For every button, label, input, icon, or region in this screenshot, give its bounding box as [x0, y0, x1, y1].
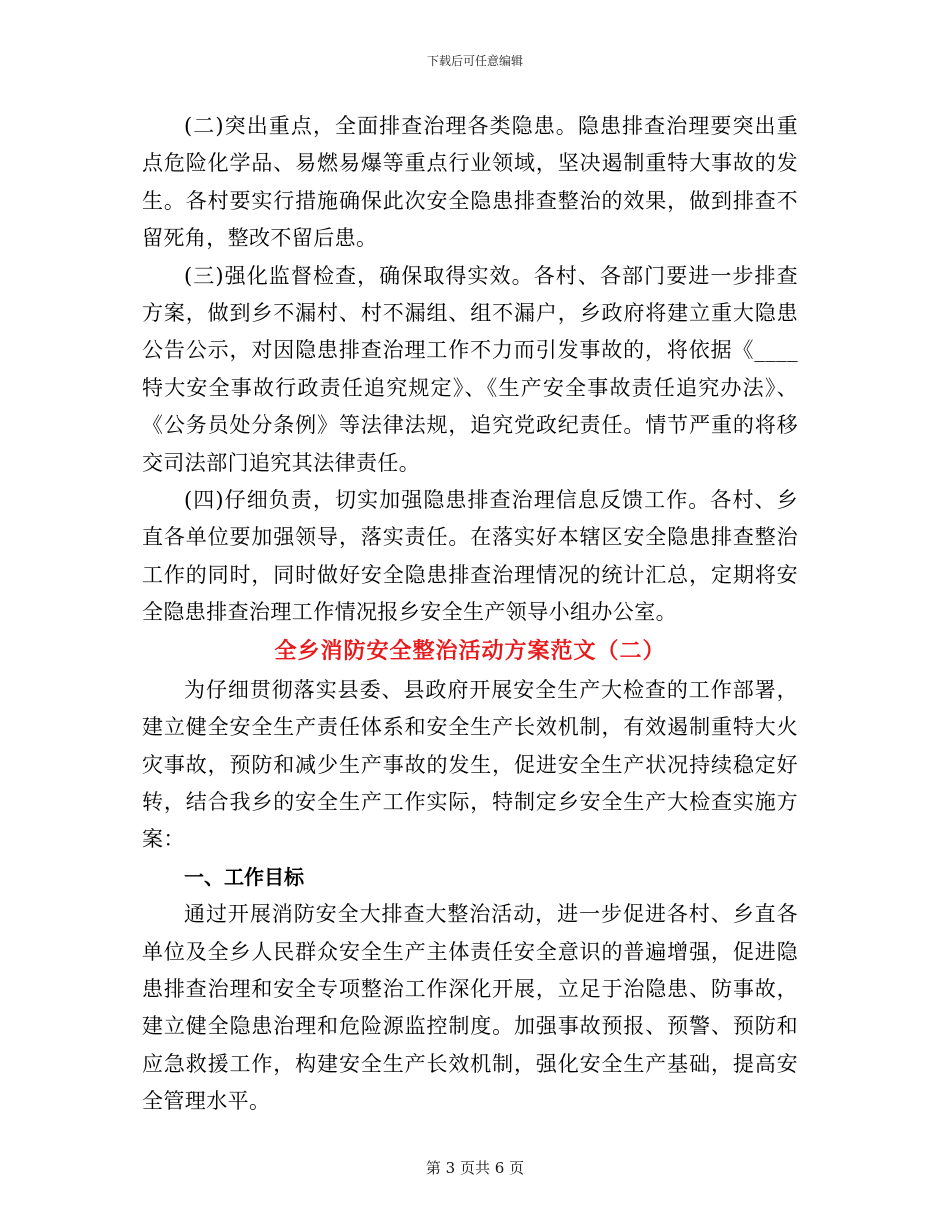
- document-body: [142, 108, 798, 1121]
- paragraph-item-4: (四)仔细负责，切实加强隐患排查治理信息反馈工作。各村、乡直各单位要加强领导，落实责任。在落实好本辖区安全隐患排查整治工作的同时，同时做好安全隐患排查治理情况的统计汇总，定期将安全隐患排查治理工作情况报乡安全生产领导小组办公室。: [142, 488, 798, 625]
- goal-paragraph: 通过开展消防安全大排查大整治活动，进一步促进各村、乡直各单位及全乡人民群众安全生产主体责任安全意识的普遍增强，促进隐患排查治理和安全专项整治工作深化开展，立足于治隐患、防事故，建立健全隐患治理和危险源监控制度。加强事故预报、预警、预防和应急救援工作，构建安全生产长效机制，强化安全生产基础，提高安全管理水平。: [142, 902, 798, 1114]
- paragraph-item-2: (二)突出重点，全面排查治理各类隐患。隐患排查治理要突出重点危险化学品、易燃易爆等重点行业领域，坚决遏制重特大事故的发生。各村要实行措施确保此次安全隐患排查整治的效果，做到排查不留死角，整改不留后患。: [142, 114, 798, 251]
- page-header: 下载后可任意编辑: [426, 54, 523, 68]
- section-title: 全乡消防安全整治活动方案范文（二）: [274, 638, 666, 664]
- subheading-work-goal: 一、工作目标: [184, 864, 304, 889]
- page-footer: 第 3 页共 6 页: [425, 1159, 525, 1177]
- intro-paragraph: 为仔细贯彻落实县委、县政府开展安全生产大检查的工作部署，建立健全安全生产责任体系和安全生产长效机制，有效遏制重特大火灾事故，预防和减少生产事故的发生，促进安全生产状况持续稳定好转，结合我乡的安全生产工作实际，特制定乡安全生产大检查实施方案：: [142, 677, 798, 852]
- paragraph-item-3: (三)强化监督检查，确保取得实效。各村、各部门要进一步排查方案，做到乡不漏村、村不漏组、组不漏户，乡政府将建立重大隐患公告公示，对因隐患排查治理工作不力而引发事故的，将依据《____特大安全事故行政责任追究规定》、《生产安全事故责任追究办法》、《公务员处分条例》等法律法规，追究党政纪责任。情节严重的将移交司法部门追究其法律责任。: [142, 263, 798, 475]
